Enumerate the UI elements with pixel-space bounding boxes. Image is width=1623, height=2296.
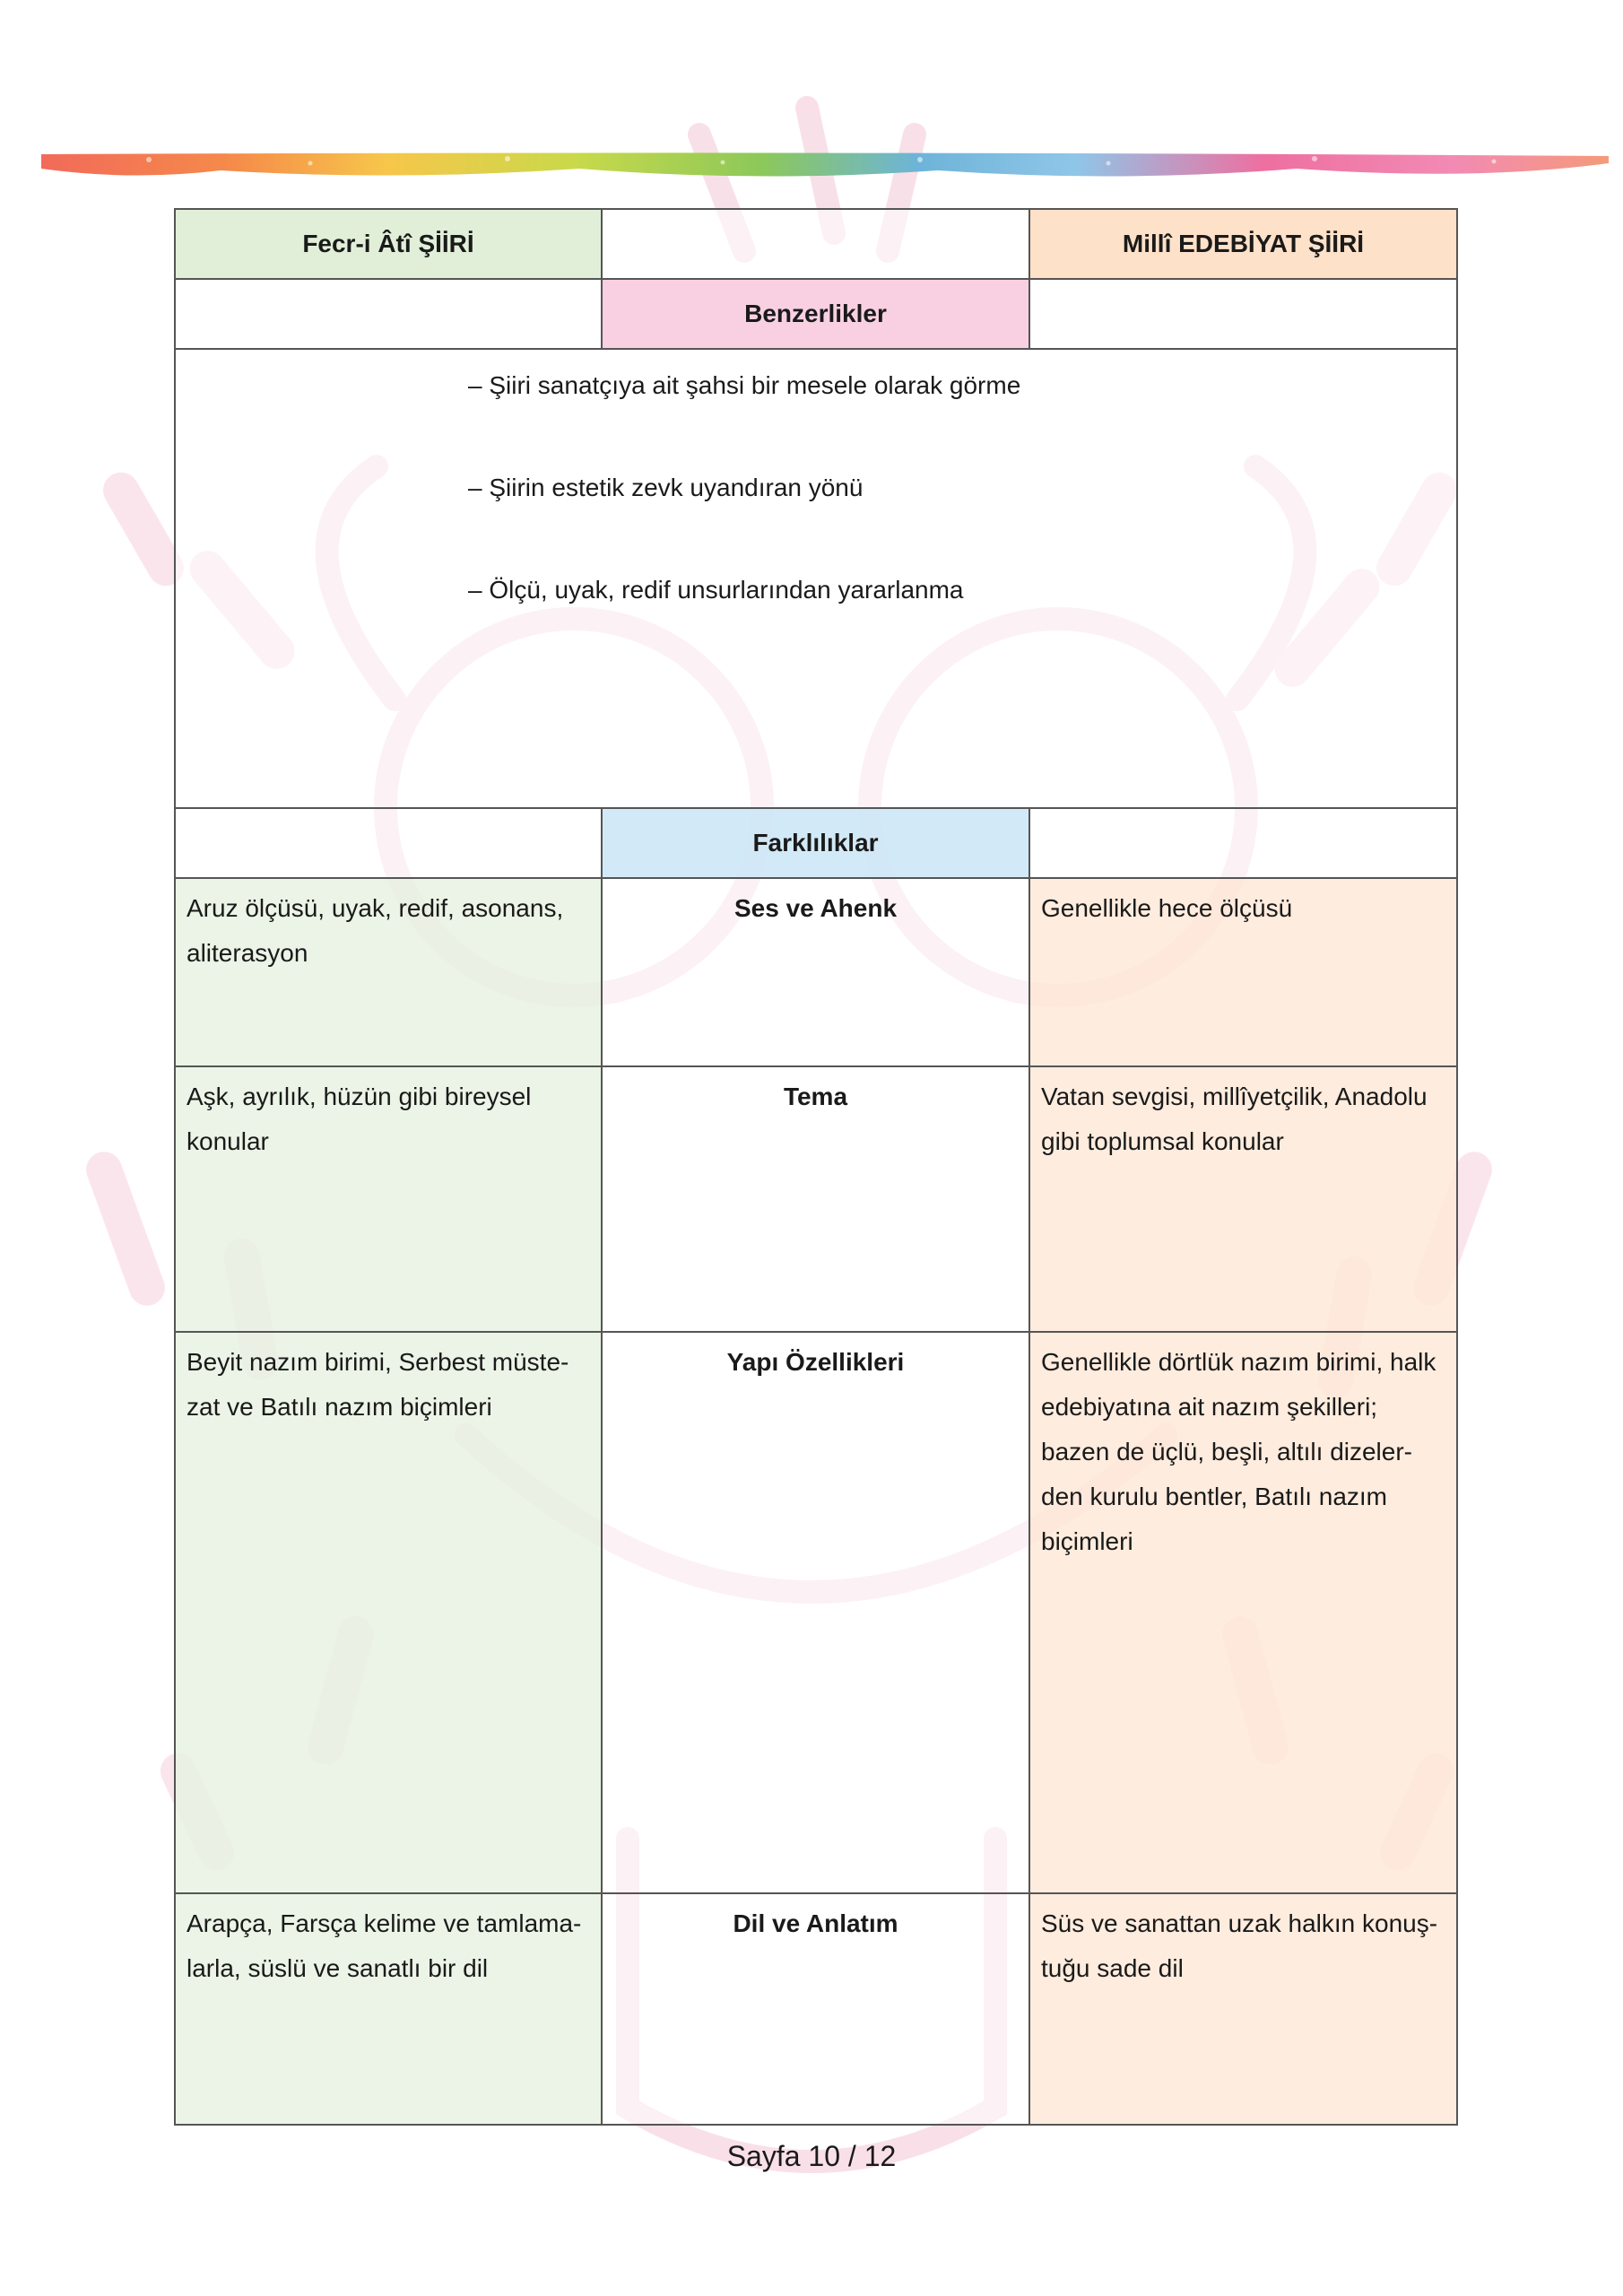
fecri-ati-cell: Arapça, Farsça kelime ve tamlama-larla, süslü ve sanatlı bir dil: [175, 1893, 602, 2125]
table-header-row: [175, 209, 1457, 279]
category-cell: Dil ve Anlatım: [602, 1893, 1029, 2125]
empty-cell: [1029, 279, 1457, 349]
fecri-ati-cell: Aşk, ayrılık, hüzün gibi bireysel konular: [175, 1066, 602, 1332]
table-row: [175, 1893, 1457, 2125]
table-row: [175, 878, 1457, 1066]
milli-edebiyat-cell: Süs ve sanattan uzak halkın konuş-tuğu sade dil: [1029, 1893, 1457, 2125]
header-fecri-ati: Fecr-i Âtî ŞİİRİ: [175, 209, 602, 279]
category-cell: Ses ve Ahenk: [602, 878, 1029, 1066]
page-number: Sayfa 10 / 12: [726, 2140, 897, 2172]
similarities-row: [175, 349, 1457, 808]
category-cell: Yapı Özellikleri: [602, 1332, 1029, 1893]
similarities-label: Benzerlikler: [602, 279, 1029, 349]
fecri-ati-cell: Beyit nazım birimi, Serbest müste-zat ve Batılı nazım biçimleri: [175, 1332, 602, 1893]
list-item: – Ölçü, uyak, redif unsurlarından yararlanma: [468, 576, 964, 604]
similarities-cell: [175, 349, 1457, 808]
similarities-list: [176, 368, 1456, 674]
milli-edebiyat-cell: Genellikle hece ölçüsü: [1029, 878, 1457, 1066]
table-row: [175, 1332, 1457, 1893]
similarities-label-row: [175, 279, 1457, 349]
table-row: [175, 1066, 1457, 1332]
list-item: – Şiiri sanatçıya ait şahsi bir mesele olarak görme: [468, 371, 1021, 399]
list-item: – Şiirin estetik zevk uyandıran yönü: [468, 474, 864, 501]
milli-edebiyat-cell: Genellikle dörtlük nazım birimi, halk edebiyatına ait nazım şekilleri; bazen de üçlü, beşli, altılı dizeler-den kurulu bentler, Batılı nazım biçimleri: [1029, 1332, 1457, 1893]
differences-label: Farklılıklar: [602, 808, 1029, 878]
differences-label-row: [175, 808, 1457, 878]
fecri-ati-cell: Aruz ölçüsü, uyak, redif, asonans, aliterasyon: [175, 878, 602, 1066]
empty-cell: [175, 808, 602, 878]
comparison-table: [174, 208, 1458, 2126]
empty-cell: [175, 279, 602, 349]
header-milli-edebiyat: Millî EDEBİYAT ŞİİRİ: [1029, 209, 1457, 279]
category-cell: Tema: [602, 1066, 1029, 1332]
header-middle-empty: [602, 209, 1029, 279]
milli-edebiyat-cell: Vatan sevgisi, millîyetçilik, Anadolu gibi toplumsal konular: [1029, 1066, 1457, 1332]
comparison-table-wrapper: [174, 208, 1456, 2126]
decorative-top-band: [41, 151, 1609, 183]
empty-cell: [1029, 808, 1457, 878]
